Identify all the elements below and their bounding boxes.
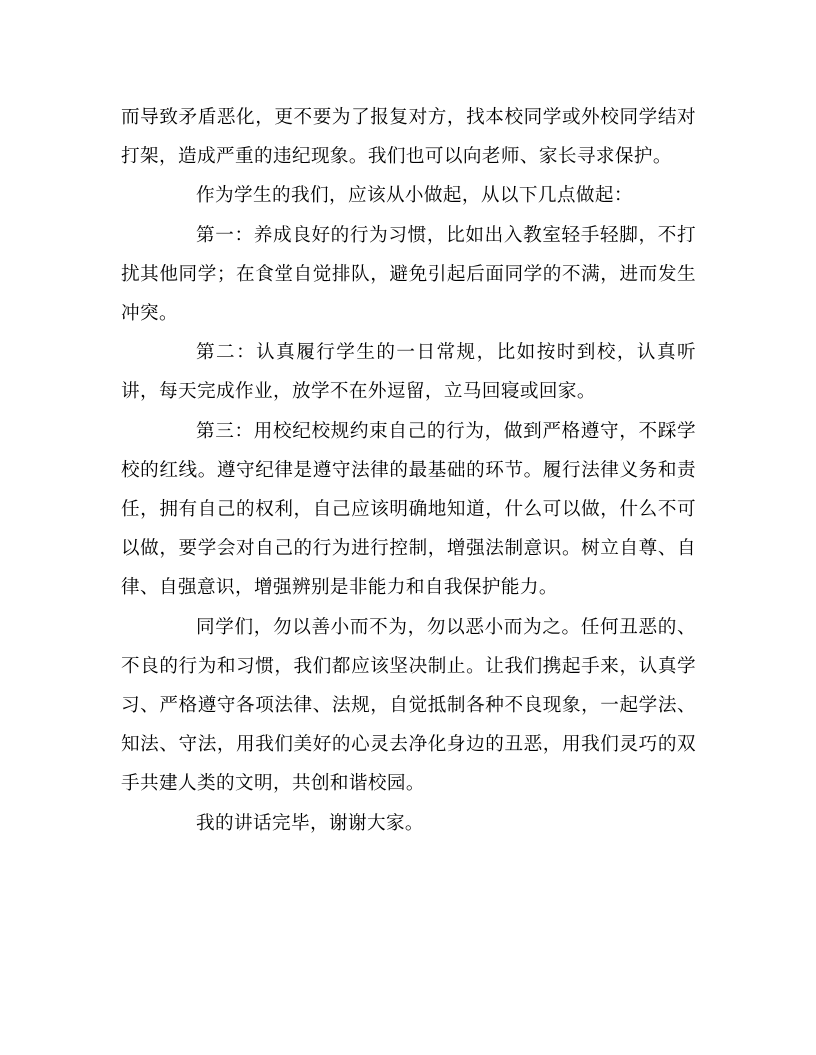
paragraph-point-two: 第二：认真履行学生的一日常规，比如按时到校，认真听讲，每天完成作业，放学不在外逗留，立马回寝或回家。 bbox=[121, 342, 696, 403]
document-body bbox=[121, 98, 696, 843]
paragraph-point-one: 第一：养成良好的行为习惯，比如出入教室轻手轻脚，不打扰其他同学；在食堂自觉排队，避免引起后面同学的不满，进而发生冲突。 bbox=[121, 224, 696, 325]
paragraph-point-three: 第三：用校纪校规约束自己的行为，做到严格遵守，不踩学校的红线。遵守纪律是遵守法律的最基础的环节。履行法律义务和责任，拥有自己的权利，自己应该明确地知道，什么可以做，什么不可以做，要学会对自己的行为进行控制，增强法制意识。树立自尊、自律、自强意识，增强辨别是非能力和自我保护能力。 bbox=[121, 420, 696, 599]
paragraph-closing: 我的讲话完毕，谢谢大家。 bbox=[196, 812, 424, 834]
paragraph-continuation: 而导致矛盾恶化，更不要为了报复对方，找本校同学或外校同学结对打架，造成严重的违纪现象。我们也可以向老师、家长寻求保护。 bbox=[121, 107, 696, 168]
paragraph-intro: 作为学生的我们，应该从小做起，从以下几点做起： bbox=[196, 185, 633, 207]
paragraph-appeal: 同学们，勿以善小而不为，勿以恶小而为之。任何丑恶的、不良的行为和习惯，我们都应该坚决制止。让我们携起手来，认真学习、严格遵守各项法律、法规，自觉抵制各种不良现象，一起学法、知法、守法，用我们美好的心灵去净化身边的丑恶，用我们灵巧的双手共建人类的文明，共创和谐校园。 bbox=[121, 616, 696, 795]
